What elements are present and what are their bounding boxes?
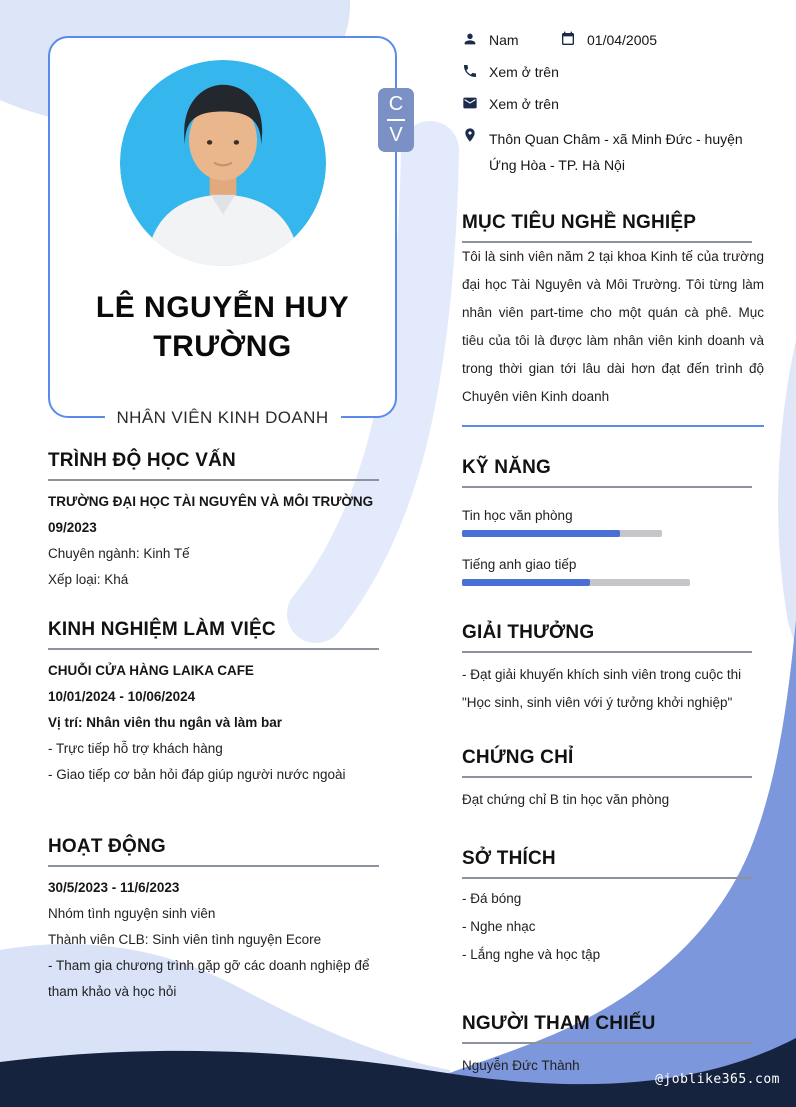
section-certificates xyxy=(462,747,764,814)
section-objective xyxy=(462,212,764,427)
experience-position: Vị trí: Nhân viên thu ngân và làm bar xyxy=(48,715,283,730)
skill-bar-track xyxy=(462,530,662,537)
heading-underline xyxy=(462,1042,752,1044)
phone-icon xyxy=(462,63,478,79)
awards-heading: GIẢI THƯỞNG xyxy=(462,622,595,643)
objective-heading: MỤC TIÊU NGHỀ NGHIỆP xyxy=(462,212,697,233)
section-education xyxy=(48,450,393,593)
right-column xyxy=(462,30,764,1080)
cv-badge xyxy=(378,88,414,152)
heading-underline xyxy=(48,479,379,481)
experience-period: 10/01/2024 - 10/06/2024 xyxy=(48,689,196,704)
activities-period: 30/5/2023 - 11/6/2023 xyxy=(48,880,180,895)
objective-text: Tôi là sinh viên năm 2 tại khoa Kinh tế của trường đại học Tài Nguyên và Môi Trường. Tôi từng làm nhân viên part-time cho một quán cà phê. Mục tiêu của tôi là được làm nhân viên kinh doanh và trong thời gian tới lâu dài hơn đạt đến trình độ Chuyên viên Kinh doanh xyxy=(462,249,764,404)
awards-lines xyxy=(462,661,764,717)
cv-badge-divider xyxy=(387,119,405,121)
location-pin-icon xyxy=(462,127,478,143)
experience-company: CHUỖI CỬA HÀNG LAIKA CAFE xyxy=(48,663,254,678)
heading-underline xyxy=(48,648,379,650)
certificates-lines xyxy=(462,786,764,814)
calendar-icon xyxy=(560,31,576,51)
objective-divider xyxy=(462,425,764,427)
skills-list xyxy=(462,502,764,586)
contact-row-phone xyxy=(462,62,764,83)
experience-bullet: - Trực tiếp hỗ trợ khách hàng xyxy=(48,741,223,756)
references-heading: NGƯỜI THAM CHIẾU xyxy=(462,1013,656,1034)
email-value: Xem ở trên xyxy=(489,96,559,112)
contact-gender xyxy=(462,30,560,51)
candidate-name: LÊ NGUYỄN HUY TRƯỜNG xyxy=(95,291,350,363)
left-column xyxy=(48,36,404,1005)
education-grade: Xếp loại: Khá xyxy=(48,572,129,587)
skill-bar-fill xyxy=(462,530,620,537)
profile-card xyxy=(48,36,404,427)
cv-badge-letter-v: V xyxy=(389,124,403,146)
skill-bar-track xyxy=(462,579,690,586)
contact-row-gender-dob xyxy=(462,30,764,51)
skill-item xyxy=(462,502,764,537)
activities-line: Nhóm tình nguyện sinh viên xyxy=(48,906,216,921)
experience-bullet: - Giao tiếp cơ bản hỏi đáp giúp người nước ngoài xyxy=(48,767,346,782)
cv-badge-letter-c: C xyxy=(388,93,404,115)
profile-photo xyxy=(120,60,326,266)
education-date: 09/2023 xyxy=(48,520,97,535)
gender-value: Nam xyxy=(489,32,519,48)
hobbies-heading: SỞ THÍCH xyxy=(462,848,556,869)
experience-heading: KINH NGHIỆM LÀM VIỆC xyxy=(48,619,276,640)
address-value: Thôn Quan Châm - xã Minh Đức - huyện Ứng Hòa - TP. Hà Nội xyxy=(489,131,743,173)
hobbies-line: - Đá bóng xyxy=(462,891,522,906)
skills-heading: KỸ NĂNG xyxy=(462,457,552,478)
education-school: TRƯỜNG ĐẠI HỌC TÀI NGUYÊN VÀ MÔI TRƯỜNG xyxy=(48,494,374,509)
heading-underline xyxy=(462,776,752,778)
section-experience xyxy=(48,619,393,788)
certificates-line: Đạt chứng chỉ B tin học văn phòng xyxy=(462,792,670,807)
job-title: NHÂN VIÊN KINH DOANH xyxy=(104,408,340,428)
certificates-heading: CHỨNG CHỈ xyxy=(462,747,574,768)
avatar-illustration xyxy=(120,60,326,266)
hobbies-lines xyxy=(462,885,764,969)
activities-line: - Tham gia chương trình gặp gỡ các doanh nghiệp để tham khảo và học hỏi xyxy=(48,958,370,999)
heading-underline xyxy=(462,651,752,653)
site-watermark: @joblike365.com xyxy=(655,1072,780,1087)
references-line: Nguyễn Đức Thành xyxy=(462,1058,580,1073)
heading-underline xyxy=(462,486,752,488)
skill-label: Tiếng anh giao tiếp xyxy=(462,557,577,572)
education-heading: TRÌNH ĐỘ HỌC VẤN xyxy=(48,450,236,471)
phone-value: Xem ở trên xyxy=(489,64,559,80)
section-hobbies xyxy=(462,848,764,969)
contact-birthday xyxy=(560,30,657,51)
activities-heading: HOẠT ĐỘNG xyxy=(48,836,166,857)
section-activities xyxy=(48,836,393,1005)
hobbies-line: - Lắng nghe và học tập xyxy=(462,947,601,962)
heading-underline xyxy=(48,865,379,867)
envelope-icon xyxy=(462,95,478,111)
heading-underline xyxy=(462,877,752,879)
awards-line: - Đạt giải khuyến khích sinh viên trong cuộc thi "Học sinh, sinh viên với ý tưởng khởi nghiệp" xyxy=(462,667,742,710)
section-awards xyxy=(462,622,764,717)
skill-bar-fill xyxy=(462,579,590,586)
birthday-value: 01/04/2005 xyxy=(587,32,658,48)
contact-row-email xyxy=(462,94,764,115)
section-skills xyxy=(462,457,764,586)
activities-line: Thành viên CLB: Sinh viên tình nguyện Ecore xyxy=(48,932,322,947)
activities-lines xyxy=(48,901,393,1005)
hobbies-line: - Nghe nhạc xyxy=(462,919,536,934)
skill-item xyxy=(462,551,764,586)
experience-bullets xyxy=(48,736,393,788)
contact-row-address xyxy=(462,126,764,178)
person-icon xyxy=(462,31,478,51)
education-major: Chuyên ngành: Kinh Tế xyxy=(48,546,190,561)
skill-label: Tin học văn phòng xyxy=(462,508,573,523)
section-references xyxy=(462,1013,764,1080)
